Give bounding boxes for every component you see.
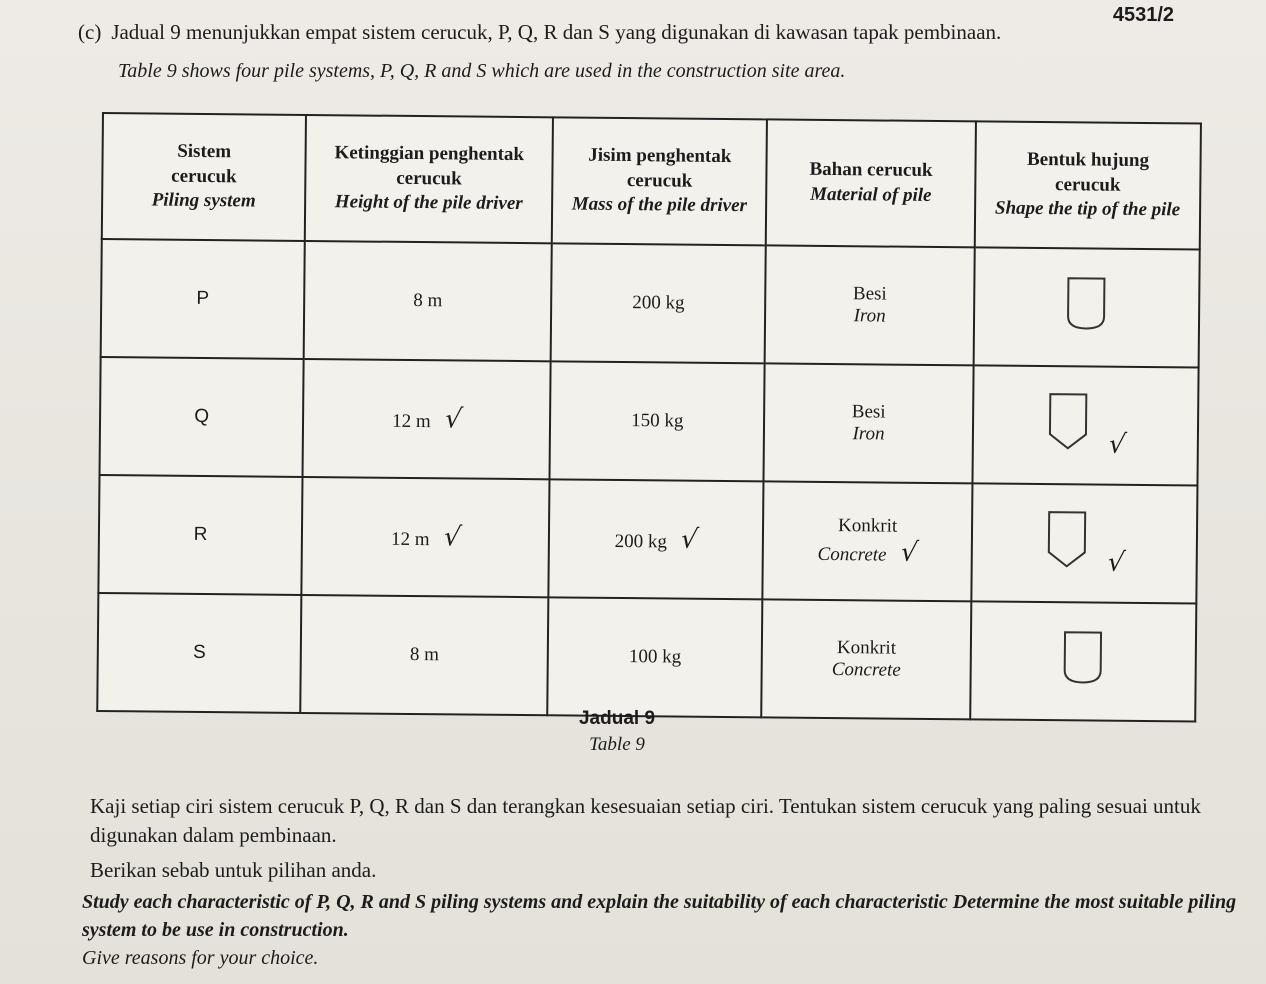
cell-system: P (101, 239, 305, 359)
question-text-bm (78, 20, 1001, 45)
cell-mass: 200 kg √ (549, 479, 764, 599)
cell-mass: 200 kg (551, 243, 766, 363)
table-header-row (102, 113, 1201, 250)
table-caption-bm: Jadual 9 (578, 708, 656, 729)
question-stem-bm: Jadual 9 menunjukkan empat sistem cerucuk, P, Q, R dan S yang digunakan di kawasan tapak pembinaan. (111, 20, 1002, 44)
tick-mark: √ (442, 404, 464, 435)
cell-height: 8 m (304, 241, 552, 361)
header-piling-system: Sistem cerucuk Piling system (102, 113, 306, 241)
cell-material: Besi Iron (764, 363, 974, 483)
question-text-en: Table 9 shows four pile systems, P, Q, R and S which are used in the construction site area. (118, 60, 846, 82)
cell-system: R (98, 475, 302, 595)
question-label: (c) (78, 20, 102, 44)
cell-tip-shape (971, 483, 1197, 603)
header-mass: Jisim penghentak cerucuk Mass of the pile driver (552, 117, 767, 245)
tick-mark: √ (1106, 429, 1128, 460)
cell-height: 12 m √ (303, 359, 551, 479)
cell-system: Q (100, 357, 304, 477)
rounded-tip-icon (1064, 276, 1109, 332)
table-row-p (101, 239, 1200, 368)
cell-height: 8 m (300, 595, 548, 715)
paper-code: 4531/2 (1112, 4, 1174, 26)
header-tip-shape: Bentuk hujung cerucuk Shape the tip of the pile (975, 121, 1201, 249)
tick-mark: √ (898, 537, 920, 568)
cell-height: 12 m √ (301, 477, 549, 597)
tick-mark: √ (441, 522, 463, 553)
tick-mark: √ (678, 524, 700, 555)
cell-material: Konkrit Concrete √ (763, 481, 973, 601)
pile-systems-table (96, 112, 1202, 723)
instruction-en-1: Study each characteristic of P, Q, R and S piling systems and explain the suitability of each characteristic Determine the most suitable piling system to be use in construction. (82, 891, 1237, 942)
header-material: Bahan cerucuk Material of pile (766, 119, 976, 247)
cell-mass: 150 kg (550, 361, 765, 481)
instruction-bm-2: Berikan sebab untuk pilihan anda. (90, 858, 377, 882)
pointed-tip-icon (1044, 510, 1089, 570)
cell-system: S (97, 593, 301, 713)
cell-tip-shape (973, 247, 1199, 367)
table-row-s (97, 593, 1196, 722)
cell-material: Besi Iron (765, 245, 975, 365)
cell-tip-shape (970, 601, 1196, 721)
cell-mass: 100 kg (547, 597, 762, 717)
table-caption-en: Table 9 (589, 734, 645, 755)
instruction-bm-1: Kaji setiap ciri sistem cerucuk P, Q, R dan S dan terangkan kesesuaian setiap ciri. Tentukan sistem cerucuk yang paling sesuai untuk digunakan dalam pembinaan. (90, 794, 1201, 848)
header-height: Ketinggian penghentak cerucuk Height of the pile driver (305, 115, 553, 243)
cell-material: Konkrit Concrete (762, 599, 972, 719)
cell-tip-shape (972, 365, 1198, 485)
table-row-r (98, 475, 1197, 604)
pointed-tip-icon (1046, 392, 1091, 452)
tick-mark: √ (1105, 547, 1127, 578)
table-row-q (100, 357, 1199, 486)
instruction-en-2: Give reasons for your choice. (82, 947, 319, 969)
rounded-tip-icon (1061, 630, 1106, 686)
